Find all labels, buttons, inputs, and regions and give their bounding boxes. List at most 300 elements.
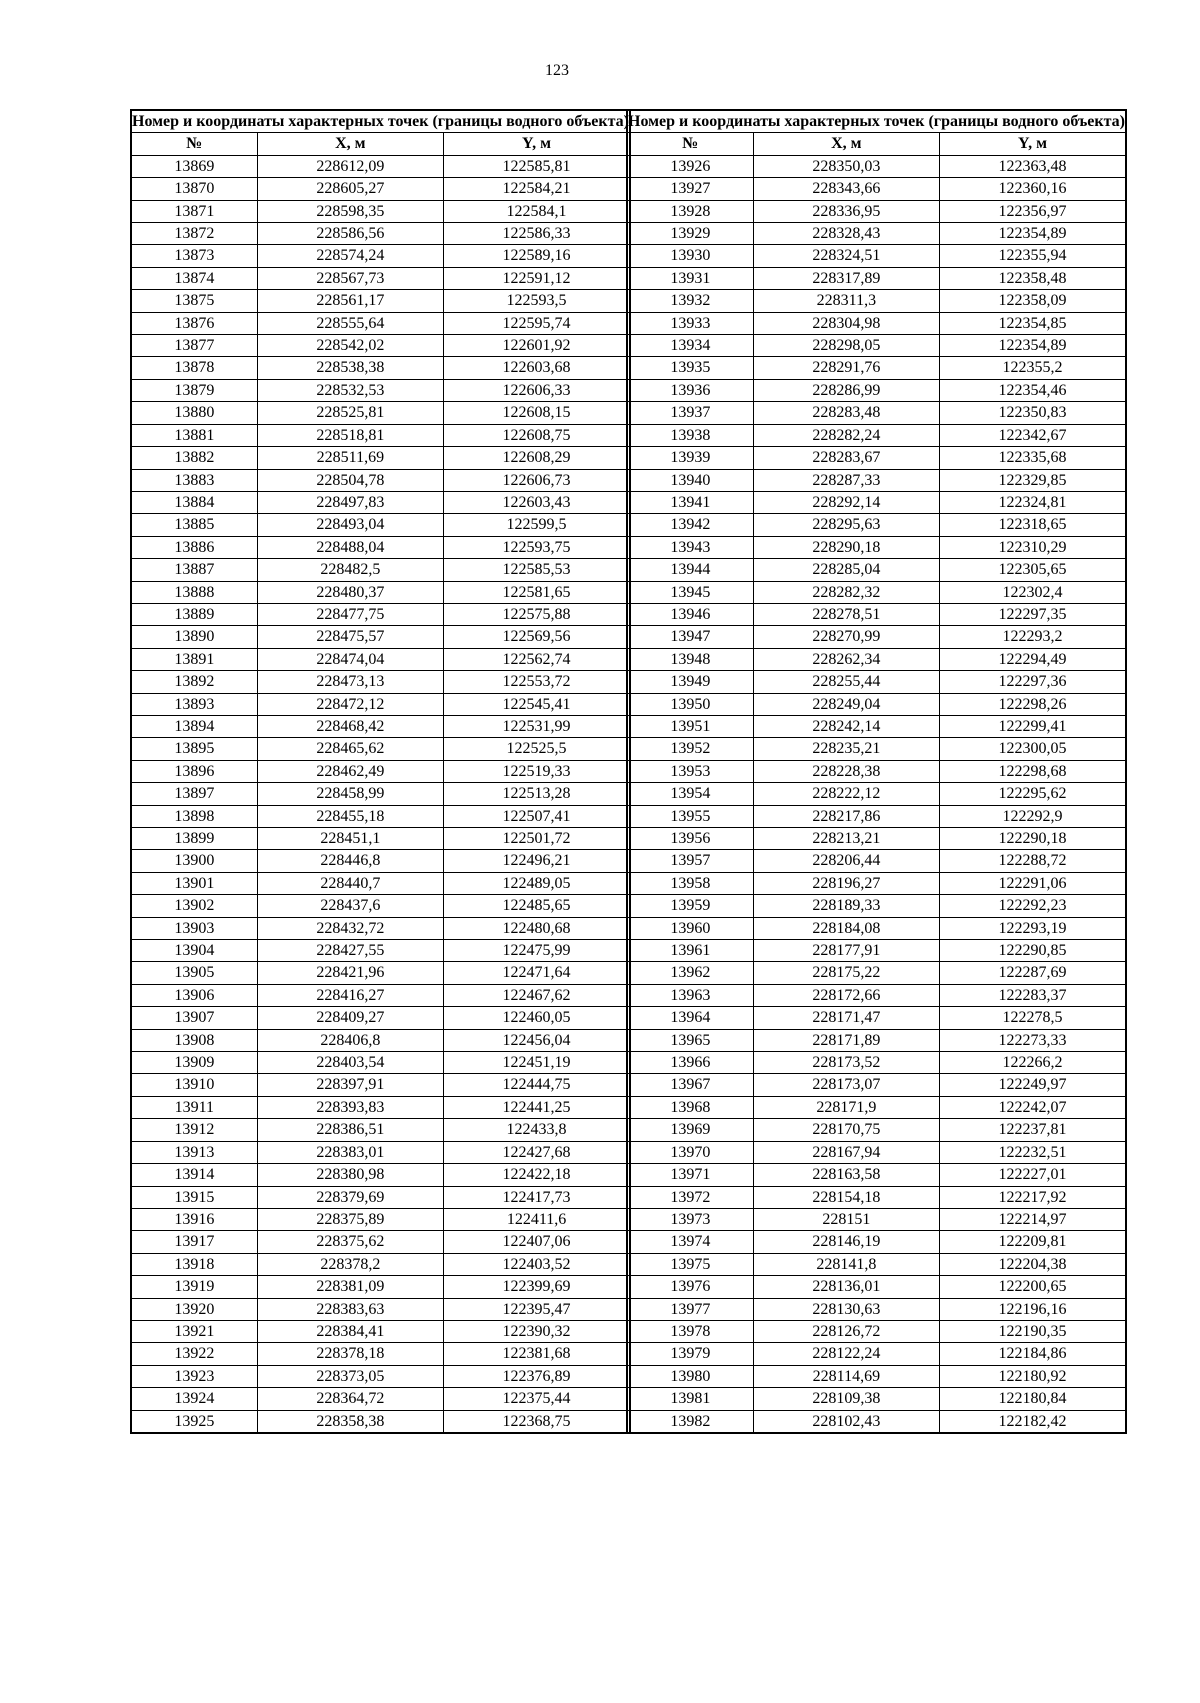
point-number-cell: 13884	[131, 491, 257, 513]
x-coordinate-cell: 228488,04	[257, 536, 443, 558]
y-coordinate-cell: 122519,33	[444, 760, 630, 782]
point-number-cell: 13923	[131, 1365, 257, 1387]
point-number-cell: 13882	[131, 447, 257, 469]
table-row	[131, 783, 630, 805]
y-coordinate-cell: 122232,51	[940, 1141, 1126, 1163]
y-coordinate-cell: 122513,28	[444, 783, 630, 805]
table-row	[131, 1052, 630, 1074]
table-row	[627, 223, 1126, 245]
point-number-cell: 13965	[627, 1029, 753, 1051]
table-row	[131, 559, 630, 581]
table-row	[131, 1208, 630, 1230]
y-coordinate-cell: 122214,97	[940, 1208, 1126, 1230]
y-coordinate-cell: 122298,68	[940, 760, 1126, 782]
column-header-number: №	[627, 133, 753, 155]
x-coordinate-cell: 228451,1	[257, 828, 443, 850]
x-coordinate-cell: 228612,09	[257, 155, 443, 177]
x-coordinate-cell: 228378,2	[257, 1253, 443, 1275]
point-number-cell: 13904	[131, 940, 257, 962]
y-coordinate-cell: 122606,73	[444, 469, 630, 491]
table-row	[131, 536, 630, 558]
x-coordinate-cell: 228482,5	[257, 559, 443, 581]
point-number-cell: 13916	[131, 1208, 257, 1230]
y-coordinate-cell: 122354,46	[940, 379, 1126, 401]
point-number-cell: 13949	[627, 671, 753, 693]
point-number-cell: 13980	[627, 1365, 753, 1387]
table-row	[627, 693, 1126, 715]
table-row	[627, 424, 1126, 446]
x-coordinate-cell: 228462,49	[257, 760, 443, 782]
x-coordinate-cell: 228109,38	[753, 1388, 939, 1410]
point-number-cell: 13877	[131, 335, 257, 357]
x-coordinate-cell: 228163,58	[753, 1164, 939, 1186]
x-coordinate-cell: 228375,89	[257, 1208, 443, 1230]
x-coordinate-cell: 228446,8	[257, 850, 443, 872]
y-coordinate-cell: 122593,75	[444, 536, 630, 558]
y-coordinate-cell: 122287,69	[940, 962, 1126, 984]
y-coordinate-cell: 122182,42	[940, 1410, 1126, 1433]
x-coordinate-cell: 228146,19	[753, 1231, 939, 1253]
table-row	[627, 469, 1126, 491]
point-number-cell: 13958	[627, 872, 753, 894]
y-coordinate-cell: 122422,18	[444, 1164, 630, 1186]
y-coordinate-cell: 122358,48	[940, 267, 1126, 289]
y-coordinate-cell: 122342,67	[940, 424, 1126, 446]
y-coordinate-cell: 122585,81	[444, 155, 630, 177]
table-row	[627, 267, 1126, 289]
table-row	[627, 536, 1126, 558]
x-coordinate-cell: 228525,81	[257, 402, 443, 424]
x-coordinate-cell: 228437,6	[257, 895, 443, 917]
y-coordinate-cell: 122266,2	[940, 1052, 1126, 1074]
y-coordinate-cell: 122355,94	[940, 245, 1126, 267]
point-number-cell: 13879	[131, 379, 257, 401]
y-coordinate-cell: 122292,9	[940, 805, 1126, 827]
table-row	[131, 1343, 630, 1365]
point-number-cell: 13982	[627, 1410, 753, 1433]
x-coordinate-cell: 228542,02	[257, 335, 443, 357]
x-coordinate-cell: 228458,99	[257, 783, 443, 805]
x-coordinate-cell: 228206,44	[753, 850, 939, 872]
y-coordinate-cell: 122329,85	[940, 469, 1126, 491]
point-number-cell: 13978	[627, 1320, 753, 1342]
x-coordinate-cell: 228406,8	[257, 1029, 443, 1051]
point-number-cell: 13944	[627, 559, 753, 581]
table-row	[627, 1096, 1126, 1118]
table-row	[131, 447, 630, 469]
x-coordinate-cell: 228477,75	[257, 603, 443, 625]
x-coordinate-cell: 228173,07	[753, 1074, 939, 1096]
point-number-cell: 13981	[627, 1388, 753, 1410]
point-number-cell: 13963	[627, 984, 753, 1006]
table-row	[627, 1410, 1126, 1433]
point-number-cell: 13950	[627, 693, 753, 715]
y-coordinate-cell: 122249,97	[940, 1074, 1126, 1096]
point-number-cell: 13906	[131, 984, 257, 1006]
point-number-cell: 13974	[627, 1231, 753, 1253]
x-coordinate-cell: 228136,01	[753, 1276, 939, 1298]
x-coordinate-cell: 228171,47	[753, 1007, 939, 1029]
table-row	[131, 962, 630, 984]
point-number-cell: 13903	[131, 917, 257, 939]
x-coordinate-cell: 228287,33	[753, 469, 939, 491]
y-coordinate-cell: 122290,18	[940, 828, 1126, 850]
y-coordinate-cell: 122489,05	[444, 872, 630, 894]
point-number-cell: 13951	[627, 715, 753, 737]
point-number-cell: 13972	[627, 1186, 753, 1208]
table-row	[627, 1320, 1126, 1342]
table-row	[627, 1253, 1126, 1275]
point-number-cell: 13883	[131, 469, 257, 491]
point-number-cell: 13919	[131, 1276, 257, 1298]
column-header-number: №	[131, 133, 257, 155]
x-coordinate-cell: 228196,27	[753, 872, 939, 894]
y-coordinate-cell: 122184,86	[940, 1343, 1126, 1365]
table-row	[627, 1276, 1126, 1298]
table-row	[131, 671, 630, 693]
table-row	[131, 379, 630, 401]
table-row	[131, 828, 630, 850]
x-coordinate-cell: 228291,76	[753, 357, 939, 379]
x-coordinate-cell: 228154,18	[753, 1186, 939, 1208]
y-coordinate-cell: 122403,52	[444, 1253, 630, 1275]
point-number-cell: 13931	[627, 267, 753, 289]
table-row	[627, 514, 1126, 536]
point-number-cell: 13961	[627, 940, 753, 962]
x-coordinate-cell: 228298,05	[753, 335, 939, 357]
y-coordinate-cell: 122603,43	[444, 491, 630, 513]
x-coordinate-cell: 228122,24	[753, 1343, 939, 1365]
point-number-cell: 13880	[131, 402, 257, 424]
y-coordinate-cell: 122471,64	[444, 962, 630, 984]
point-number-cell: 13975	[627, 1253, 753, 1275]
y-coordinate-cell: 122595,74	[444, 312, 630, 334]
y-coordinate-cell: 122501,72	[444, 828, 630, 850]
y-coordinate-cell: 122297,36	[940, 671, 1126, 693]
point-number-cell: 13889	[131, 603, 257, 625]
point-number-cell: 13902	[131, 895, 257, 917]
y-coordinate-cell: 122545,41	[444, 693, 630, 715]
x-coordinate-cell: 228292,14	[753, 491, 939, 513]
point-number-cell: 13892	[131, 671, 257, 693]
table-row	[131, 850, 630, 872]
y-coordinate-cell: 122242,07	[940, 1096, 1126, 1118]
coordinates-table-right	[626, 109, 1127, 1434]
x-coordinate-cell: 228378,18	[257, 1343, 443, 1365]
table-title: Номер и координаты характерных точек (границы водного объекта)	[627, 110, 1126, 133]
x-coordinate-cell: 228286,99	[753, 379, 939, 401]
table-row	[627, 783, 1126, 805]
table-row	[131, 1029, 630, 1051]
table-row	[131, 872, 630, 894]
point-number-cell: 13881	[131, 424, 257, 446]
y-coordinate-cell: 122399,69	[444, 1276, 630, 1298]
column-header-y: Y, м	[444, 133, 630, 155]
table-row	[131, 1186, 630, 1208]
x-coordinate-cell: 228383,63	[257, 1298, 443, 1320]
point-number-cell: 13918	[131, 1253, 257, 1275]
point-number-cell: 13946	[627, 603, 753, 625]
point-number-cell: 13964	[627, 1007, 753, 1029]
table-row	[131, 312, 630, 334]
x-coordinate-cell: 228167,94	[753, 1141, 939, 1163]
table-row	[131, 1388, 630, 1410]
table-row	[627, 1052, 1126, 1074]
y-coordinate-cell: 122467,62	[444, 984, 630, 1006]
table-row	[627, 1208, 1126, 1230]
table-row	[131, 895, 630, 917]
y-coordinate-cell: 122227,01	[940, 1164, 1126, 1186]
point-number-cell: 13979	[627, 1343, 753, 1365]
y-coordinate-cell: 122599,5	[444, 514, 630, 536]
x-coordinate-cell: 228538,38	[257, 357, 443, 379]
y-coordinate-cell: 122376,89	[444, 1365, 630, 1387]
table-row	[131, 1119, 630, 1141]
y-coordinate-cell: 122278,5	[940, 1007, 1126, 1029]
point-number-cell: 13873	[131, 245, 257, 267]
y-coordinate-cell: 122525,5	[444, 738, 630, 760]
table-row	[627, 1365, 1126, 1387]
point-number-cell: 13887	[131, 559, 257, 581]
x-coordinate-cell: 228317,89	[753, 267, 939, 289]
y-coordinate-cell: 122606,33	[444, 379, 630, 401]
y-coordinate-cell: 122589,16	[444, 245, 630, 267]
x-coordinate-cell: 228189,33	[753, 895, 939, 917]
point-number-cell: 13909	[131, 1052, 257, 1074]
y-coordinate-cell: 122593,5	[444, 290, 630, 312]
y-coordinate-cell: 122575,88	[444, 603, 630, 625]
column-header-y: Y, м	[940, 133, 1126, 155]
x-coordinate-cell: 228473,13	[257, 671, 443, 693]
table-row	[131, 357, 630, 379]
x-coordinate-cell: 228311,3	[753, 290, 939, 312]
table-row	[627, 1186, 1126, 1208]
table-row	[627, 962, 1126, 984]
y-coordinate-cell: 122381,68	[444, 1343, 630, 1365]
point-number-cell: 13932	[627, 290, 753, 312]
point-number-cell: 13925	[131, 1410, 257, 1433]
table-row	[627, 200, 1126, 222]
table-row	[627, 1343, 1126, 1365]
table-row	[131, 1141, 630, 1163]
y-coordinate-cell: 122300,05	[940, 738, 1126, 760]
point-number-cell: 13891	[131, 648, 257, 670]
point-number-cell: 13967	[627, 1074, 753, 1096]
table-title: Номер и координаты характерных точек (границы водного объекта)	[131, 110, 630, 133]
y-coordinate-cell: 122310,29	[940, 536, 1126, 558]
table-row	[627, 379, 1126, 401]
point-number-cell: 13924	[131, 1388, 257, 1410]
y-coordinate-cell: 122608,15	[444, 402, 630, 424]
y-coordinate-cell: 122354,89	[940, 335, 1126, 357]
table-row	[131, 626, 630, 648]
table-row	[627, 671, 1126, 693]
y-coordinate-cell: 122363,48	[940, 155, 1126, 177]
x-coordinate-cell: 228409,27	[257, 1007, 443, 1029]
y-coordinate-cell: 122395,47	[444, 1298, 630, 1320]
point-number-cell: 13875	[131, 290, 257, 312]
table-row	[627, 828, 1126, 850]
point-number-cell: 13945	[627, 581, 753, 603]
y-coordinate-cell: 122180,92	[940, 1365, 1126, 1387]
point-number-cell: 13977	[627, 1298, 753, 1320]
x-coordinate-cell: 228262,34	[753, 648, 939, 670]
y-coordinate-cell: 122584,21	[444, 178, 630, 200]
x-coordinate-cell: 228386,51	[257, 1119, 443, 1141]
x-coordinate-cell: 228270,99	[753, 626, 939, 648]
table-row	[131, 1074, 630, 1096]
x-coordinate-cell: 228151	[753, 1208, 939, 1230]
y-coordinate-cell: 122417,73	[444, 1186, 630, 1208]
y-coordinate-cell: 122581,65	[444, 581, 630, 603]
point-number-cell: 13930	[627, 245, 753, 267]
y-coordinate-cell: 122237,81	[940, 1119, 1126, 1141]
x-coordinate-cell: 228465,62	[257, 738, 443, 760]
x-coordinate-cell: 228427,55	[257, 940, 443, 962]
y-coordinate-cell: 122407,06	[444, 1231, 630, 1253]
point-number-cell: 13959	[627, 895, 753, 917]
x-coordinate-cell: 228285,04	[753, 559, 939, 581]
x-coordinate-cell: 228472,12	[257, 693, 443, 715]
point-number-cell: 13940	[627, 469, 753, 491]
point-number-cell: 13888	[131, 581, 257, 603]
table-row	[131, 1253, 630, 1275]
table-row	[131, 335, 630, 357]
table-row	[627, 715, 1126, 737]
y-coordinate-cell: 122460,05	[444, 1007, 630, 1029]
y-coordinate-cell: 122335,68	[940, 447, 1126, 469]
y-coordinate-cell: 122368,75	[444, 1410, 630, 1433]
x-coordinate-cell: 228290,18	[753, 536, 939, 558]
x-coordinate-cell: 228468,42	[257, 715, 443, 737]
table-row	[131, 1007, 630, 1029]
point-number-cell: 13971	[627, 1164, 753, 1186]
x-coordinate-cell: 228480,37	[257, 581, 443, 603]
x-coordinate-cell: 228343,66	[753, 178, 939, 200]
x-coordinate-cell: 228282,24	[753, 424, 939, 446]
table-row	[627, 402, 1126, 424]
y-coordinate-cell: 122507,41	[444, 805, 630, 827]
y-coordinate-cell: 122190,35	[940, 1320, 1126, 1342]
table-row	[131, 514, 630, 536]
point-number-cell: 13871	[131, 200, 257, 222]
x-coordinate-cell: 228493,04	[257, 514, 443, 536]
x-coordinate-cell: 228130,63	[753, 1298, 939, 1320]
table-row	[131, 1096, 630, 1118]
point-number-cell: 13938	[627, 424, 753, 446]
x-coordinate-cell: 228532,53	[257, 379, 443, 401]
table-row	[131, 469, 630, 491]
y-coordinate-cell: 122475,99	[444, 940, 630, 962]
point-number-cell: 13908	[131, 1029, 257, 1051]
table-row	[627, 581, 1126, 603]
x-coordinate-cell: 228561,17	[257, 290, 443, 312]
y-coordinate-cell: 122297,35	[940, 603, 1126, 625]
y-coordinate-cell: 122591,12	[444, 267, 630, 289]
table-row	[627, 491, 1126, 513]
y-coordinate-cell: 122305,65	[940, 559, 1126, 581]
table-row	[131, 178, 630, 200]
table-row	[131, 1276, 630, 1298]
y-coordinate-cell: 122295,62	[940, 783, 1126, 805]
y-coordinate-cell: 122456,04	[444, 1029, 630, 1051]
table-row	[627, 357, 1126, 379]
y-coordinate-cell: 122209,81	[940, 1231, 1126, 1253]
table-row	[627, 738, 1126, 760]
x-coordinate-cell: 228175,22	[753, 962, 939, 984]
x-coordinate-cell: 228249,04	[753, 693, 939, 715]
point-number-cell: 13954	[627, 783, 753, 805]
x-coordinate-cell: 228171,9	[753, 1096, 939, 1118]
y-coordinate-cell: 122390,32	[444, 1320, 630, 1342]
y-coordinate-cell: 122204,38	[940, 1253, 1126, 1275]
y-coordinate-cell: 122601,92	[444, 335, 630, 357]
x-coordinate-cell: 228213,21	[753, 828, 939, 850]
table-row	[627, 760, 1126, 782]
y-coordinate-cell: 122302,4	[940, 581, 1126, 603]
table-row	[627, 1029, 1126, 1051]
point-number-cell: 13973	[627, 1208, 753, 1230]
y-coordinate-cell: 122196,16	[940, 1298, 1126, 1320]
y-coordinate-cell: 122608,75	[444, 424, 630, 446]
x-coordinate-cell: 228242,14	[753, 715, 939, 737]
table-row	[131, 648, 630, 670]
x-coordinate-cell: 228518,81	[257, 424, 443, 446]
y-coordinate-cell: 122294,49	[940, 648, 1126, 670]
x-coordinate-cell: 228358,38	[257, 1410, 443, 1433]
table-row	[131, 200, 630, 222]
point-number-cell: 13926	[627, 155, 753, 177]
x-coordinate-cell: 228455,18	[257, 805, 443, 827]
x-coordinate-cell: 228171,89	[753, 1029, 939, 1051]
page-number: 123	[545, 62, 569, 79]
y-coordinate-cell: 122273,33	[940, 1029, 1126, 1051]
point-number-cell: 13936	[627, 379, 753, 401]
point-number-cell: 13894	[131, 715, 257, 737]
x-coordinate-cell: 228497,83	[257, 491, 443, 513]
table-row	[131, 491, 630, 513]
point-number-cell: 13969	[627, 1119, 753, 1141]
table-row	[131, 581, 630, 603]
point-number-cell: 13960	[627, 917, 753, 939]
point-number-cell: 13976	[627, 1276, 753, 1298]
table-row	[131, 917, 630, 939]
point-number-cell: 13895	[131, 738, 257, 760]
x-coordinate-cell: 228375,62	[257, 1231, 443, 1253]
y-coordinate-cell: 122375,44	[444, 1388, 630, 1410]
y-coordinate-cell: 122496,21	[444, 850, 630, 872]
point-number-cell: 13941	[627, 491, 753, 513]
point-number-cell: 13915	[131, 1186, 257, 1208]
table-row	[627, 335, 1126, 357]
x-coordinate-cell: 228567,73	[257, 267, 443, 289]
table-row	[627, 447, 1126, 469]
y-coordinate-cell: 122358,09	[940, 290, 1126, 312]
point-number-cell: 13878	[131, 357, 257, 379]
table-row	[627, 178, 1126, 200]
table-row	[131, 738, 630, 760]
table-row	[627, 1141, 1126, 1163]
point-number-cell: 13913	[131, 1141, 257, 1163]
point-number-cell: 13942	[627, 514, 753, 536]
x-coordinate-cell: 228141,8	[753, 1253, 939, 1275]
y-coordinate-cell: 122293,19	[940, 917, 1126, 939]
point-number-cell: 13957	[627, 850, 753, 872]
point-number-cell: 13953	[627, 760, 753, 782]
column-header-x: X, м	[753, 133, 939, 155]
x-coordinate-cell: 228421,96	[257, 962, 443, 984]
table-row	[627, 312, 1126, 334]
